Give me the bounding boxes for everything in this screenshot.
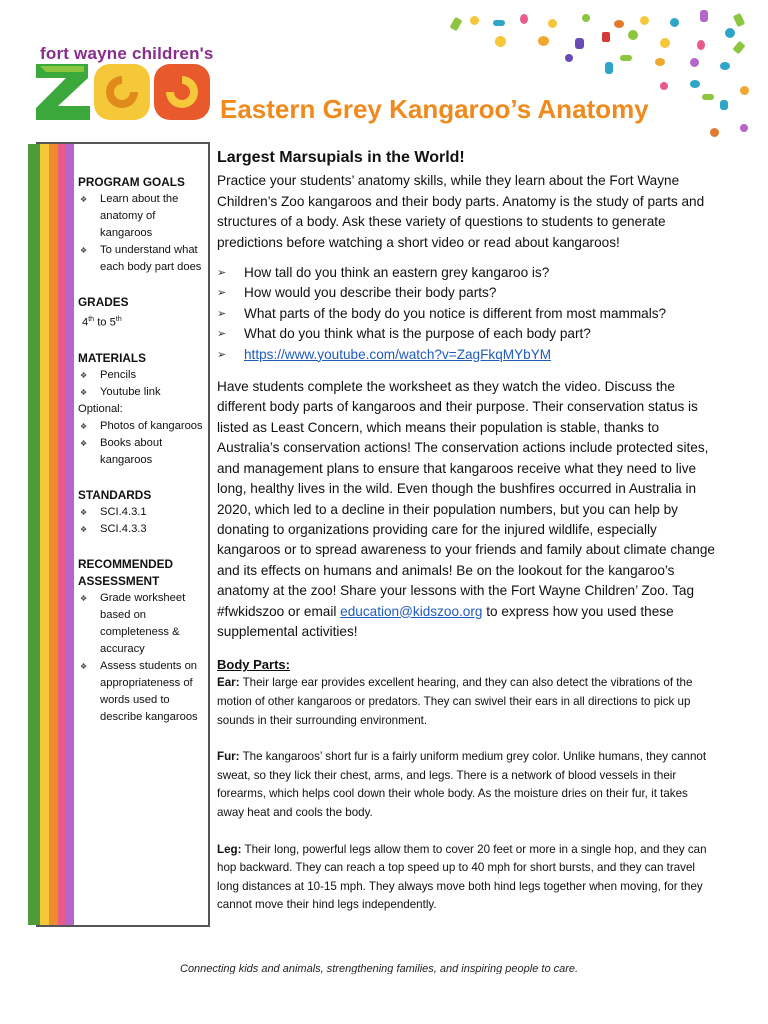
logo-tagline: fort wayne children's — [40, 44, 214, 63]
standards-list — [78, 504, 206, 538]
list-item: ➢ What do you think what is the purpose of each body part? — [217, 324, 717, 344]
list-item: ➢ How would you describe their body parts? — [217, 283, 717, 303]
sidebar-bottom-rule — [36, 925, 208, 927]
optional-materials-list — [78, 418, 206, 469]
grades-title: GRADES — [78, 295, 129, 309]
body-part-ear: Ear: Their large ear provides excellent hearing, and they can also detect the vibrations of the motion of other kangaroos or predators. They can swivel their ears in all directions to pick up sounds in their surrounding environment. — [217, 676, 693, 727]
materials-list — [78, 367, 206, 401]
footer-tagline: Connecting kids and animals, strengthening families, and inspiring people to care. — [180, 963, 579, 974]
list-item: ❖ SCI.4.3.1 — [78, 504, 206, 521]
grades-range: 4th to 5th — [82, 316, 122, 329]
body-part-leg: Leg: Their long, powerful legs allow them to cover 20 feet or more in a single hop, and they can hop backward. They can reach a top speed up to 40 mph for short bursts, and they can travel long distances at 10-15 mph. They always move both hind legs together when moving, for they cannot move their hind legs independently. — [217, 842, 707, 912]
assessment-title: RECOMMENDED ASSESSMENT — [78, 556, 174, 588]
list-item: ❖ To understand what each body part does — [78, 242, 206, 276]
list-item: ❖ Assess students on appropriateness of words used to describe kangaroos — [78, 658, 206, 726]
intro-paragraph: Practice your students’ anatomy skills, while they learn about the Fort Wayne Children’s Zoo kangaroos and their body parts. Anatomy is the study of parts and structures of a body. Ask these variety of questions to students to generate predictions before watching a short video or read about kangaroos! — [217, 173, 705, 250]
list-item — [217, 345, 717, 365]
list-item: ❖ Grade worksheet based on completeness & accuracy — [78, 590, 206, 658]
materials-title: MATERIALS — [78, 350, 146, 365]
list-item: ➢ What parts of the body do you notice is different from most mammals? — [217, 304, 717, 324]
main-content — [217, 148, 717, 933]
program-goals-list — [78, 191, 206, 276]
sidebar — [78, 174, 206, 726]
assessment-list — [78, 590, 206, 726]
list-item: ❖ Photos of kangaroos — [78, 418, 206, 435]
sidebar-right-border — [208, 142, 210, 927]
standards-title: STANDARDS — [78, 487, 152, 502]
list-item: ❖ Youtube link — [78, 384, 206, 401]
section-subtitle: Largest Marsupials in the World! — [217, 149, 465, 166]
list-item: ❖ Books about kangaroos — [78, 435, 206, 469]
discussion-paragraph: Have students complete the worksheet as they watch the video. Discuss the different body parts of kangaroos and their purpose. Their conservation status is listed as Least Concern, which means their population is stable, thanks to Australia’s conservation actions! The conservation actions include protected sites, and management plans to ensure that kangaroos receive what they need to live long, healthy lives in the wild. Even though the bushfires occurred in Australia in 2020, which led to a decline in their population numbers, but you can help by donating to organizations providing care for the injured wildlife, especially kangaroos or to spread awareness to your friends and family about climate change and its effects on humans and animals! Be on the lookout for the kangaroo’s anatomy at the zoo! Share your lessons with the Fort Wayne Children’ Zoo. Tag #fwkidszoo or email education@kidszoo.org to express how you used these supplemental activities! — [217, 379, 715, 639]
email-link[interactable]: education@kidszoo.org — [340, 603, 483, 619]
questions-list — [217, 263, 717, 365]
video-link[interactable]: https://www.youtube.com/watch?v=ZagFkqMYbYM — [244, 346, 552, 362]
body-part-fur: Fur: The kangaroos’ short fur is a fairly uniform medium grey color. Unlike humans, they cannot sweat, so they lick their chest, arms, and legs. There is a network of blood vessels in their forearms, which helps cool down their whole body. As the moisture dries on their fur, it takes away heat and cools the body. — [217, 750, 707, 819]
list-item: ❖ Pencils — [78, 367, 206, 384]
body-parts-heading: Body Parts: — [217, 657, 290, 673]
program-goals-title: PROGRAM GOALS — [78, 175, 185, 189]
optional-label: Optional: — [78, 402, 123, 415]
page-title: Eastern Grey Kangaroo’s Anatomy — [220, 94, 649, 124]
list-item: ➢ How tall do you think an eastern grey kangaroo is? — [217, 263, 717, 283]
list-item: ❖ SCI.4.3.3 — [78, 521, 206, 538]
zoo-logo-icon — [36, 62, 212, 120]
list-item: ❖ Learn about the anatomy of kangaroos — [78, 191, 206, 242]
